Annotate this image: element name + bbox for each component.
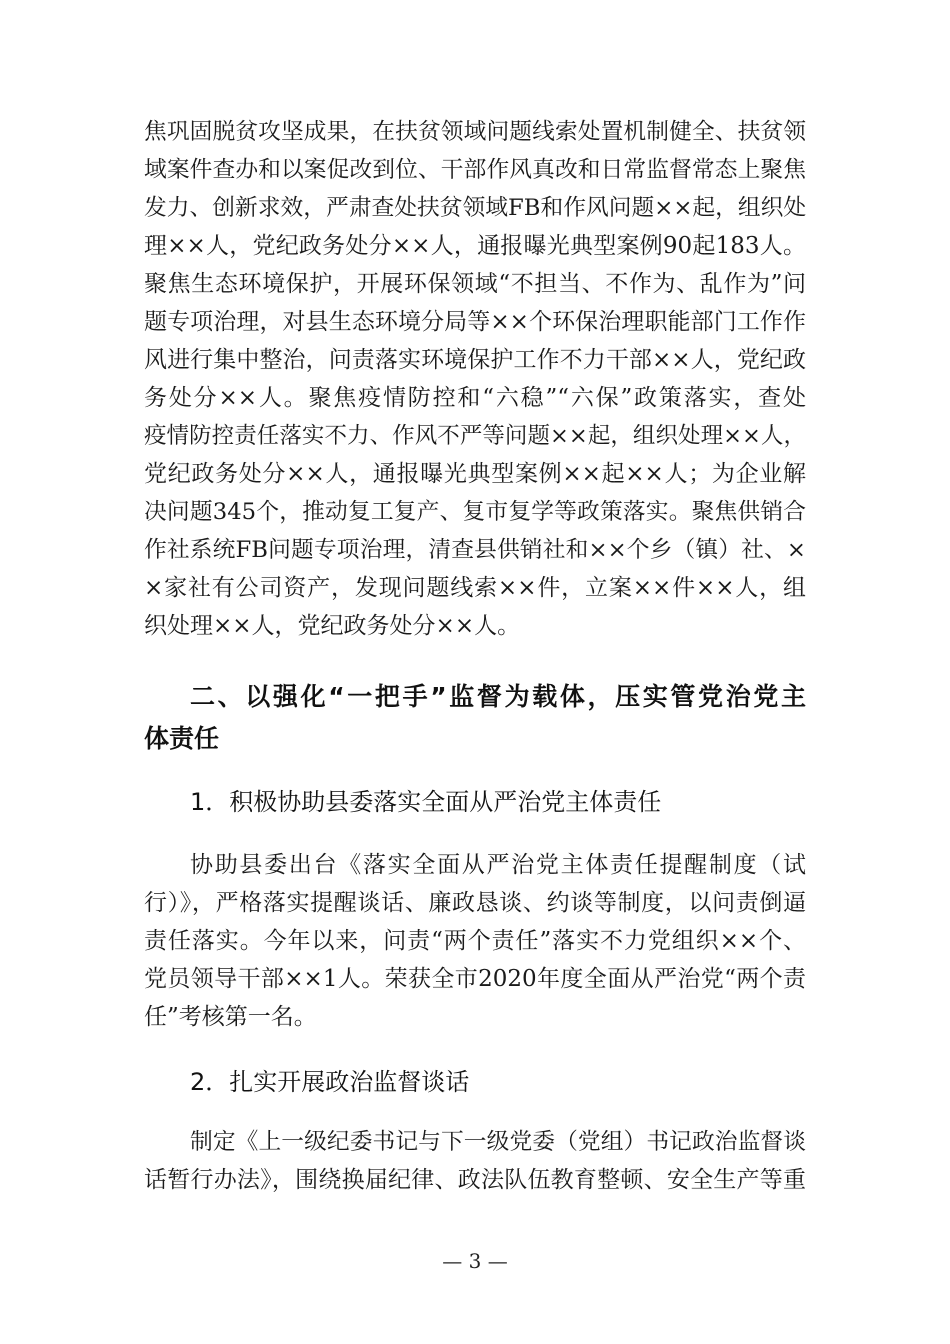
- subsection-heading: 2．扎实开展政治监督谈话: [190, 1068, 470, 1096]
- paragraph-line: 域案件查办和以案促改到位、干部作风真改和日常监督常态上聚焦: [144, 157, 806, 183]
- paragraph-line: 决问题345个，推动复工复产、复市复学等政策落实。聚焦供销合: [144, 499, 806, 525]
- paragraph-line: 理××人，党纪政务处分××人，通报曝光典型案例90起183人。: [144, 233, 806, 259]
- subsection-heading: 1．积极协助县委落实全面从严治党主体责任: [190, 788, 662, 816]
- paragraph-line: 制定《上一级纪委书记与下一级党委（党组）书记政治监督谈: [190, 1129, 806, 1155]
- paragraph-line: 行）》，严格落实提醒谈话、廉政恳谈、约谈等制度，以问责倒逼: [144, 890, 806, 916]
- paragraph-line: 任”考核第一名。: [144, 1004, 317, 1030]
- paragraph-line: 风进行集中整治，问责落实环境保护工作不力干部××人，党纪政: [144, 347, 806, 373]
- section-heading: 体责任: [144, 724, 220, 753]
- paragraph-line: 焦巩固脱贫攻坚成果，在扶贫领域问题线索处置机制健全、扶贫领: [144, 119, 806, 145]
- paragraph-line: 党纪政务处分××人，通报曝光典型案例××起××人；为企业解: [144, 461, 806, 487]
- paragraph-line: 协助县委出台《落实全面从严治党主体责任提醒制度（试: [190, 852, 806, 878]
- paragraph-line: 聚焦生态环境保护，开展环保领域“不担当、不作为、乱作为”问: [144, 271, 806, 297]
- paragraph-line: 题专项治理，对县生态环境分局等××个环保治理职能部门工作作: [144, 309, 806, 335]
- paragraph-line: 疫情防控责任落实不力、作风不严等问题××起，组织处理××人，: [144, 423, 806, 449]
- paragraph-line: 责任落实。今年以来，问责“两个责任”落实不力党组织××个、: [144, 928, 806, 954]
- page-number: — 3 —: [442, 1249, 508, 1273]
- paragraph-line: 发力、创新求效，严肃查处扶贫领域FB和作风问题××起，组织处: [144, 195, 807, 221]
- paragraph-line: 话暂行办法》，围绕换届纪律、政法队伍教育整顿、安全生产等重: [144, 1167, 806, 1193]
- paragraph-line: 党员领导干部××1人。荣获全市2020年度全面从严治党“两个责: [144, 966, 806, 992]
- paragraph-line: ×家社有公司资产，发现问题线索××件，立案××件××人，组: [144, 575, 806, 601]
- section-heading: 二、以强化“一把手”监督为载体，压实管党治党主: [190, 682, 806, 711]
- paragraph-line: 织处理××人，党纪政务处分××人。: [144, 613, 521, 639]
- paragraph-line: 务处分××人。聚焦疫情防控和“六稳”“六保”政策落实，查处: [144, 385, 806, 411]
- paragraph-line: 作社系统FB问题专项治理，清查县供销社和××个乡（镇）社、×: [144, 537, 806, 563]
